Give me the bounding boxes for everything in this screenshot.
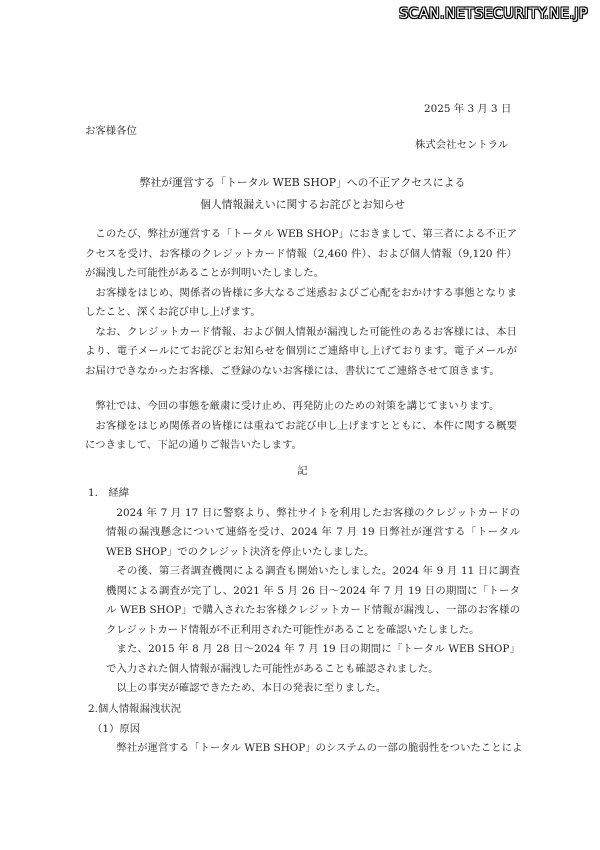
body-paragraph: 弊社では、今回の事態を厳粛に受け止め、再発防止のための対策を講じてまいります。 <box>95 400 500 412</box>
body-text <box>85 225 517 456</box>
body-paragraph: なお、クレジットカード情報、および個人情報が漏洩した可能性のあるお客様には、本日より、電子メールにてお詫びとお知らせを個別にご連絡申し上げております。電子メールがお届けできなかったお客様、ご登録のないお客様には、書状にてご連絡させて頂きます。 <box>85 325 517 377</box>
section-paragraph: 以上の事実が確認できたため、本日の発表に至りました。 <box>116 682 387 694</box>
document-date: 2025 年 3 月 3 日 <box>424 103 512 115</box>
body-paragraph: お客様をはじめ関係者の皆様には重ねてお詫び申し上げますとともに、本件に関する概要につきまして、下記の通りご報告いたします。 <box>85 419 517 451</box>
subsection-heading: （1）原因 <box>92 722 141 735</box>
section-leak-status <box>88 700 523 759</box>
section-paragraph: その後、第三者調査機関による調査も開始いたしました。2024 年 9 月 11 日に調査機関による調査が完了し、2021 年 5 月 26 日～2024 年 7 月 19 日の期間に「トータル WEB SHOP」で購入されたお客様クレジットカード情報が漏洩し、一部のお客様のクレジットカード情報が不正利用された可能性があることを確認いたしました。 <box>106 565 520 636</box>
ki-heading: 記 <box>297 465 308 477</box>
title-line-1: 弊社が運営する「トータル WEB SHOP」への不正アクセスによる <box>139 176 466 189</box>
title-line-2: 個人情報漏えいに関するお詫びとお知らせ <box>200 198 405 211</box>
section-heading: 1. 経緯 <box>88 487 130 499</box>
sender-company: 株式会社セントラル <box>415 139 509 151</box>
section-heading: 2.個人情報漏洩状況 <box>88 703 182 715</box>
document-title <box>85 172 520 216</box>
body-paragraph: お客様をはじめ、関係者の皆様に多大なるご迷惑およびご心配をおかけする事態となりましたこと、深くお詫び申し上げます。 <box>85 286 517 318</box>
section-paragraph: 2024 年 7 月 17 日に警察より、弊社サイトを利用したお客様のクレジットカードの情報の漏洩懸念について連絡を受け、2024 年 7 月 19 日弊社が運営する「トータル WEB SHOP」でのクレジット決済を停止いたしました。 <box>106 506 520 558</box>
section-paragraph: また、2015 年 8 月 28 日～2024 年 7 月 19 日の期間に「トータル WEB SHOP」で入力された個人情報が漏洩した可能性があることも確認されました。 <box>106 643 520 675</box>
recipient: お客様各位 <box>85 125 137 137</box>
section-paragraph: 弊社が運営する「トータル WEB SHOP」のシステムの一部の脆弱性をついたことによ <box>116 742 523 754</box>
section-history <box>88 484 520 699</box>
body-paragraph: このたび、弊社が運営する「トータル WEB SHOP」におきまして、第三者による不正アクセスを受け、お客様のクレジットカード情報（2,460 件）、および個人情報（9,120 件）が漏洩した可能性があることが判明いたしました。 <box>85 228 517 279</box>
watermark: SCAN.NETSECURITY.NE.JP <box>399 6 588 22</box>
